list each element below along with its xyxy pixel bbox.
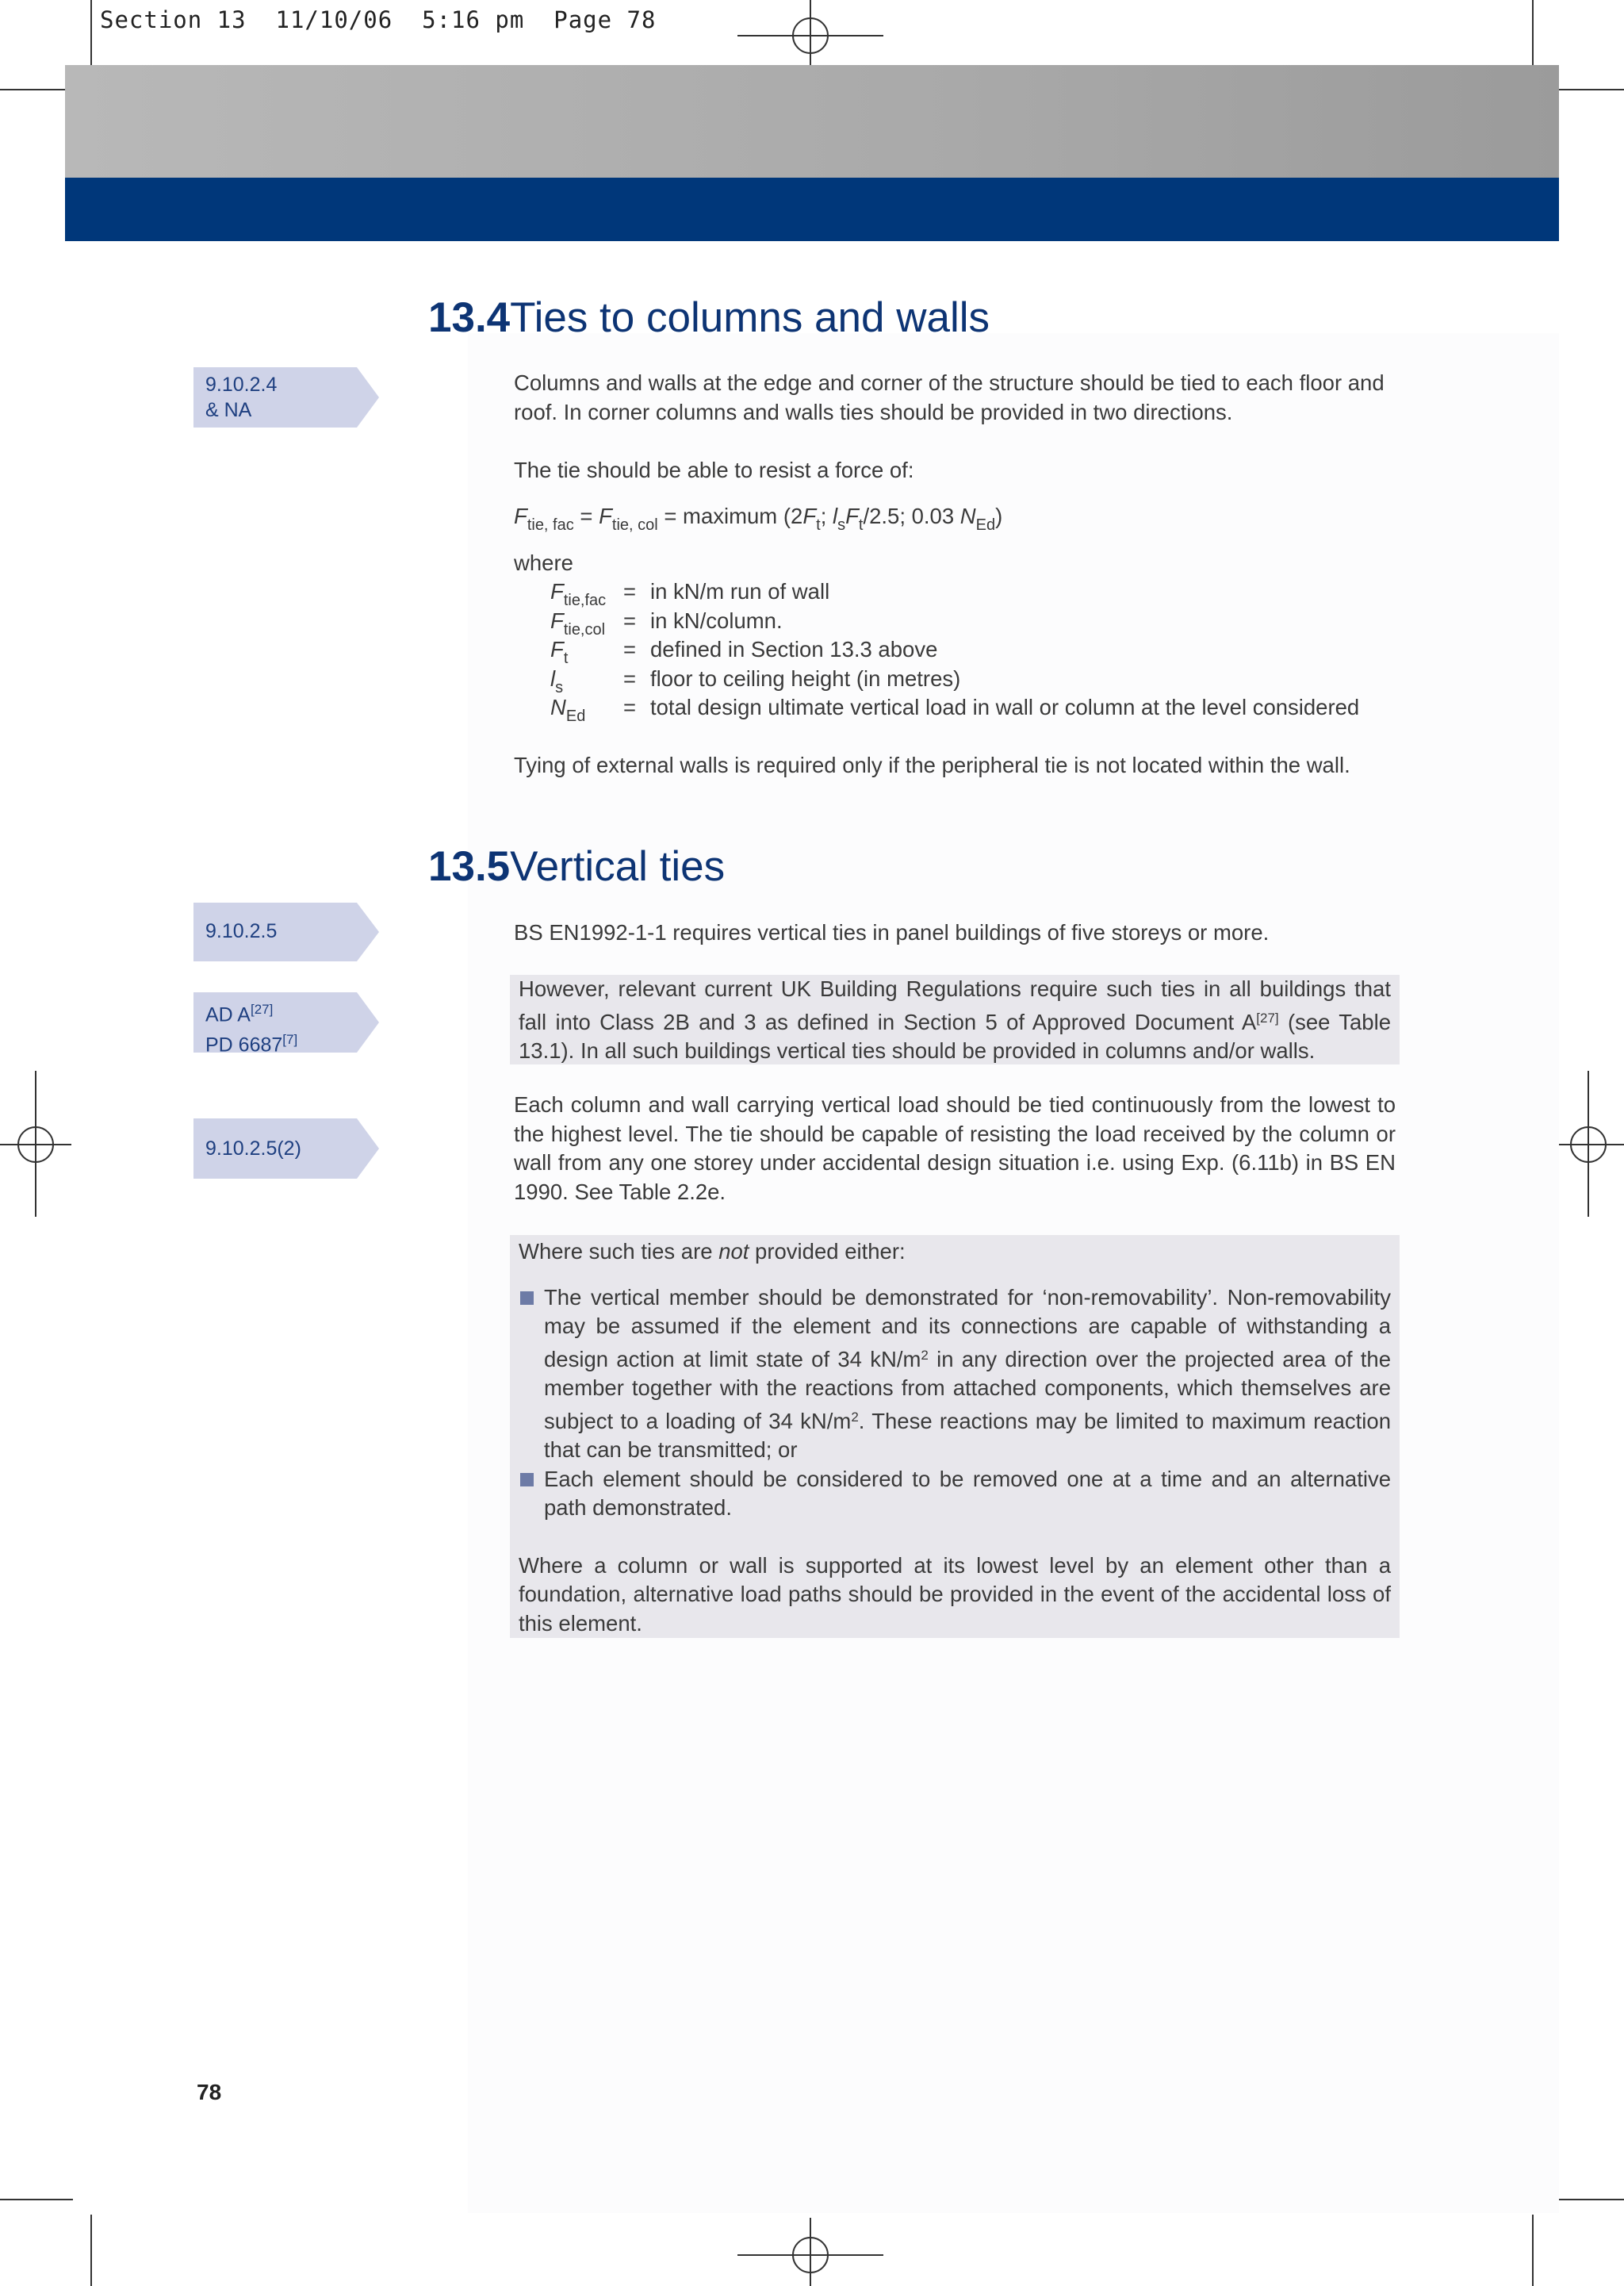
square-bullet-icon bbox=[520, 1291, 534, 1305]
section-13-5-heading bbox=[428, 842, 725, 891]
shaded-text: (see Table 13.1). In all such buildings vertical ties should be provided in columns and/or walls. bbox=[519, 1009, 1391, 1063]
margin-ref-9-10-2-5-2 bbox=[193, 1118, 357, 1179]
formula-symbol: l bbox=[832, 504, 838, 528]
superscript: 2 bbox=[921, 1347, 929, 1363]
bullet-text: Each element should be considered to be removed one at a time and an alternative path demonstrated. bbox=[544, 1466, 1391, 1520]
shaded-box-alternatives bbox=[510, 1235, 1400, 1638]
shaded-text: Where such ties are bbox=[519, 1239, 719, 1264]
formula-symbol: F bbox=[599, 504, 612, 528]
definition-equals: = bbox=[623, 608, 637, 633]
header-band-grey bbox=[65, 65, 1559, 178]
section-13-4-heading bbox=[428, 293, 990, 342]
margin-ref-line: 9.10.2.4 bbox=[205, 374, 278, 396]
formula-subscript: Ed bbox=[975, 516, 996, 534]
shaded-text: However, relevant current UK Building Regulations require such ties in all buildings that fall into Class 2B and 3 as defined in Section 5 of Approved Document A bbox=[519, 976, 1391, 1034]
page-number: 78 bbox=[197, 2080, 222, 2104]
shaded-intro bbox=[519, 1237, 1391, 1267]
formula-text: ; bbox=[820, 504, 833, 528]
margin-ref-citation: [7] bbox=[282, 1032, 298, 1048]
definition-text: total design ultimate vertical load in wall or column at the level considered bbox=[650, 695, 1360, 719]
definition-equals: = bbox=[623, 695, 637, 719]
definition-text: defined in Section 13.3 above bbox=[650, 637, 938, 662]
definition-subscript: s bbox=[555, 678, 564, 696]
paragraph-bs-en-requirement: BS EN1992-1-1 requires vertical ties in panel buildings of five storeys or more. bbox=[514, 920, 1270, 945]
formula-text: = maximum (2 bbox=[664, 504, 803, 528]
bullet-alternative-path bbox=[519, 1465, 1391, 1523]
formula-text: ) bbox=[995, 504, 1003, 528]
definition-symbol: F bbox=[550, 608, 564, 633]
margin-ref-citation: [27] bbox=[250, 1002, 274, 1017]
margin-ref-text: PD 6687 bbox=[205, 1034, 283, 1057]
section-title: Ties to columns and walls bbox=[510, 294, 990, 341]
formula-subscript: t bbox=[816, 516, 821, 534]
shaded-closing: Where a column or wall is supported at its lowest level by an element other than a foundation, alternative load paths should be provided in the event of the accidental loss of this element. bbox=[519, 1552, 1391, 1636]
formula-subscript: tie, fac bbox=[527, 516, 574, 534]
definition-subscript: Ed bbox=[565, 708, 586, 725]
margin-ref-line: & NA bbox=[205, 399, 252, 421]
formula-symbol: F bbox=[845, 504, 859, 528]
tie-force-formula bbox=[514, 502, 1002, 540]
definition-equals: = bbox=[623, 579, 637, 604]
citation: [27] bbox=[1256, 1010, 1279, 1026]
definition-text: floor to ceiling height (in metres) bbox=[650, 665, 961, 691]
margin-ref-ad-a-pd-6687 bbox=[193, 992, 357, 1057]
formula-subscript: s bbox=[837, 516, 846, 534]
formula-subscript: t bbox=[858, 516, 864, 534]
definition-symbol: N bbox=[550, 695, 566, 719]
definition-symbol: l bbox=[550, 665, 556, 691]
margin-ref-9-10-2-5 bbox=[193, 903, 357, 961]
margin-ref-line: 9.10.2.5 bbox=[205, 920, 278, 942]
definition-subscript: tie,fac bbox=[563, 592, 607, 609]
bullet-text: . These reactions may be limited to maximum reaction that can be transmitted; or bbox=[544, 1408, 1391, 1462]
margin-ref-line bbox=[205, 1027, 357, 1057]
definition-equals: = bbox=[623, 637, 637, 662]
paragraph-external-walls: Tying of external walls is required only if the peripheral tie is not located within the wall. bbox=[514, 753, 1350, 777]
section-number: 13.4 bbox=[428, 294, 511, 341]
margin-ref-line bbox=[205, 997, 357, 1027]
section-title: Vertical ties bbox=[510, 843, 726, 890]
formula-subscript: tie, col bbox=[611, 516, 658, 534]
bullet-text: The vertical member should be demonstrated for ‘non-removability’. Non-removability may be assumed if the element and its connections are capable of withstanding a design action at limit state of 34 kN/m bbox=[544, 1284, 1391, 1371]
superscript: 2 bbox=[851, 1409, 859, 1425]
definition-symbol: F bbox=[550, 637, 564, 662]
square-bullet-icon bbox=[520, 1473, 534, 1486]
shaded-box-uk-regulations bbox=[510, 975, 1400, 1064]
where-label: where bbox=[514, 550, 573, 575]
emphasis: not bbox=[718, 1239, 749, 1264]
header-band-blue bbox=[65, 178, 1559, 241]
formula-text: /2.5; 0.03 bbox=[863, 504, 960, 528]
definition-subscript: t bbox=[563, 650, 569, 667]
margin-ref-line: 9.10.2.5(2) bbox=[205, 1137, 301, 1160]
shaded-text: provided either: bbox=[749, 1239, 906, 1264]
formula-symbol: F bbox=[514, 504, 527, 528]
definition-symbol: F bbox=[550, 579, 564, 604]
bullet-text: in any direction over the projected area of the member together with the reactions from attached components, which themselves are subject to a loading of 34 kN/m bbox=[544, 1346, 1391, 1433]
paragraph-intro: Columns and walls at the edge and corner of the structure should be tied to each floor and roof. In corner columns and walls ties should be provided in two directions. bbox=[514, 370, 1385, 424]
definition-text: in kN/column. bbox=[650, 608, 783, 633]
formula-operator: = bbox=[580, 504, 593, 528]
paragraph-continuous-ties: Each column and wall carrying vertical load should be tied continuously from the lowest to the highest level. The tie should be capable of resisting the load received by the column or wall from any one storey under accidental design situation i.e. using Exp. (6.11b) in BS EN 1990. See Table 2.2e. bbox=[514, 1092, 1396, 1204]
bullet-non-removability bbox=[519, 1283, 1391, 1465]
printer-slug: Section 13 11/10/06 5:16 pm Page 78 bbox=[100, 6, 657, 33]
definition-text: in kN/m run of wall bbox=[650, 579, 830, 604]
margin-ref-text: AD A bbox=[205, 1003, 251, 1026]
formula-symbol: F bbox=[802, 504, 817, 528]
paragraph-force-intro: The tie should be able to resist a force of: bbox=[514, 458, 914, 482]
section-number: 13.5 bbox=[428, 843, 511, 890]
formula-symbol: N bbox=[959, 504, 976, 528]
definition-equals: = bbox=[623, 665, 637, 691]
definition-subscript: tie,col bbox=[563, 620, 606, 639]
margin-ref-9-10-2-4 bbox=[193, 367, 357, 428]
